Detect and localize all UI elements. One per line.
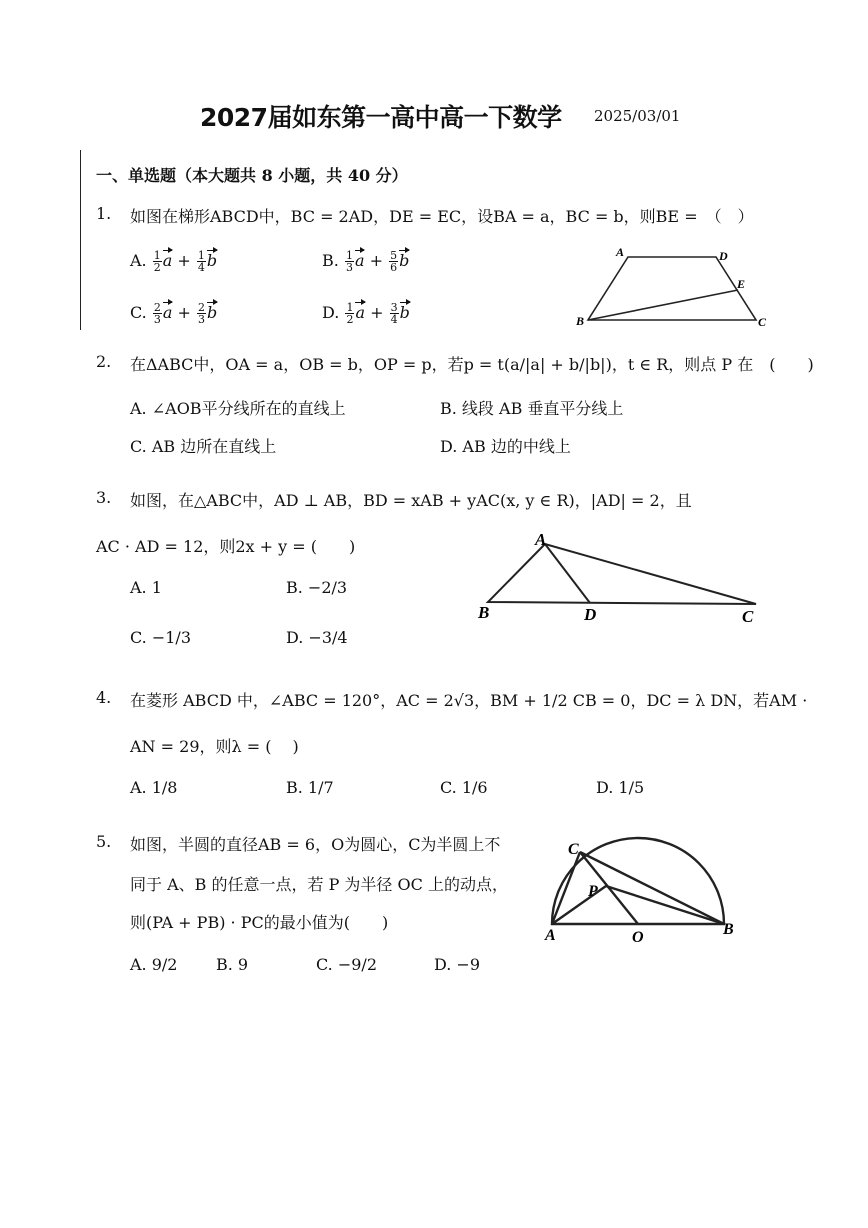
q5-option-b[interactable]: B. 9 [216, 955, 249, 974]
q1-label-a: A [616, 245, 625, 259]
q2-option-a[interactable]: A. ∠AOB平分线所在的直线上 [130, 399, 346, 418]
q5-stem-line3: 则(PA + PB) · PC的最小值为( ) [130, 913, 389, 932]
q5-label-p: P [588, 883, 598, 900]
q3-label-b: B [478, 603, 490, 622]
q1-stem: 如图在梯形ABCD中，BC = 2AD，DE = EC，设BA = a，BC = b，则BE = （ ） [130, 207, 754, 226]
q5-option-a[interactable]: A. 9/2 [130, 955, 178, 974]
q3-label-c: C [742, 607, 754, 626]
page-title: 2027届如东第一高中高一下数学 [200, 103, 562, 132]
q1-option-a[interactable]: A. $\frac{1}{2}$ a + $\frac{1}{4}$ b [130, 249, 218, 274]
q4-stem-line1: 在菱形 ABCD 中，∠ABC = 120°，AC = 2√3，BM + 1/2 CB = 0，DC = λ DN，若AM · [130, 691, 808, 710]
q5-label-c: C [568, 841, 579, 858]
q3-option-d[interactable]: D. −3/4 [286, 628, 348, 647]
q4-option-b[interactable]: B. 1/7 [286, 778, 334, 797]
q1-number: 1. [96, 204, 112, 223]
q3-option-b[interactable]: B. −2/3 [286, 578, 348, 597]
q2-option-c[interactable]: C. AB 边所在直线上 [130, 437, 277, 456]
q4-option-a[interactable]: A. 1/8 [130, 778, 178, 797]
q5-label-o: O [632, 929, 644, 946]
q3-label-d: D [584, 605, 597, 624]
q2-stem: 在ΔABC中，OA = a，OB = b，OP = p，若p = t(a/|a| + b/|b|)，t ∈ R，则点 P 在 ( ) [130, 355, 814, 374]
q5-option-d[interactable]: D. −9 [434, 955, 481, 974]
q2-option-d[interactable]: D. AB 边的中线上 [440, 437, 571, 456]
q3-number: 3. [96, 488, 112, 507]
q5-option-c[interactable]: C. −9/2 [316, 955, 377, 974]
q4-number: 4. [96, 688, 112, 707]
q1-option-c-label: C. [130, 303, 147, 322]
q1-option-d[interactable]: D. $\frac{1}{2}$ a + $\frac{3}{4}$ b [322, 301, 410, 326]
q3-option-a[interactable]: A. 1 [130, 578, 162, 597]
q3-option-c[interactable]: C. −1/3 [130, 628, 191, 647]
q1-label-c: C [758, 315, 767, 329]
q1-option-b[interactable]: B. $\frac{1}{3}$ a + $\frac{5}{6}$ b [322, 249, 410, 274]
q5-semicircle-figure [540, 828, 750, 948]
q2-option-b[interactable]: B. 线段 AB 垂直平分线上 [440, 399, 624, 418]
q4-stem-line2: AN = 29，则λ = ( ) [130, 737, 299, 756]
q3-stem-line1: 如图，在△ABC中，AD ⊥ AB，BD = xAB + yAC(x, y ∈ R)，|AD| = 2，且 [130, 491, 692, 510]
section-title: 一、单选题（本大题共 8 小题，共 40 分） [96, 166, 408, 185]
q5-number: 5. [96, 832, 112, 851]
q1-label-d: D [719, 249, 728, 263]
q5-label-a: A [545, 927, 556, 944]
q1-option-c[interactable]: C. $\frac{2}{3}$ a + $\frac{2}{3}$ b [130, 301, 218, 326]
margin-rule [80, 150, 81, 330]
q1-label-e: E [737, 277, 746, 291]
q5-label-b: B [723, 921, 734, 938]
q2-number: 2. [96, 352, 112, 371]
q3-label-a: A [535, 530, 547, 549]
q4-option-d[interactable]: D. 1/5 [596, 778, 645, 797]
exam-date: 2025/03/01 [594, 107, 681, 125]
q1-label-b: B [576, 314, 585, 328]
q1-trapezoid-figure [570, 240, 780, 335]
q3-stem-line2: AC · AD = 12，则2x + y = ( ) [96, 537, 356, 556]
q5-stem-line2: 同于 A、B 的任意一点，若 P 为半径 OC 上的动点， [130, 875, 508, 894]
q3-triangle-figure [470, 528, 770, 628]
q1-option-b-label: B. [322, 251, 339, 270]
q1-option-a-label: A. [130, 251, 147, 270]
q5-stem-line1: 如图，半圆的直径AB = 6，O为圆心，C为半圆上不 [130, 835, 501, 854]
q4-option-c[interactable]: C. 1/6 [440, 778, 488, 797]
q1-option-d-label: D. [322, 303, 340, 322]
